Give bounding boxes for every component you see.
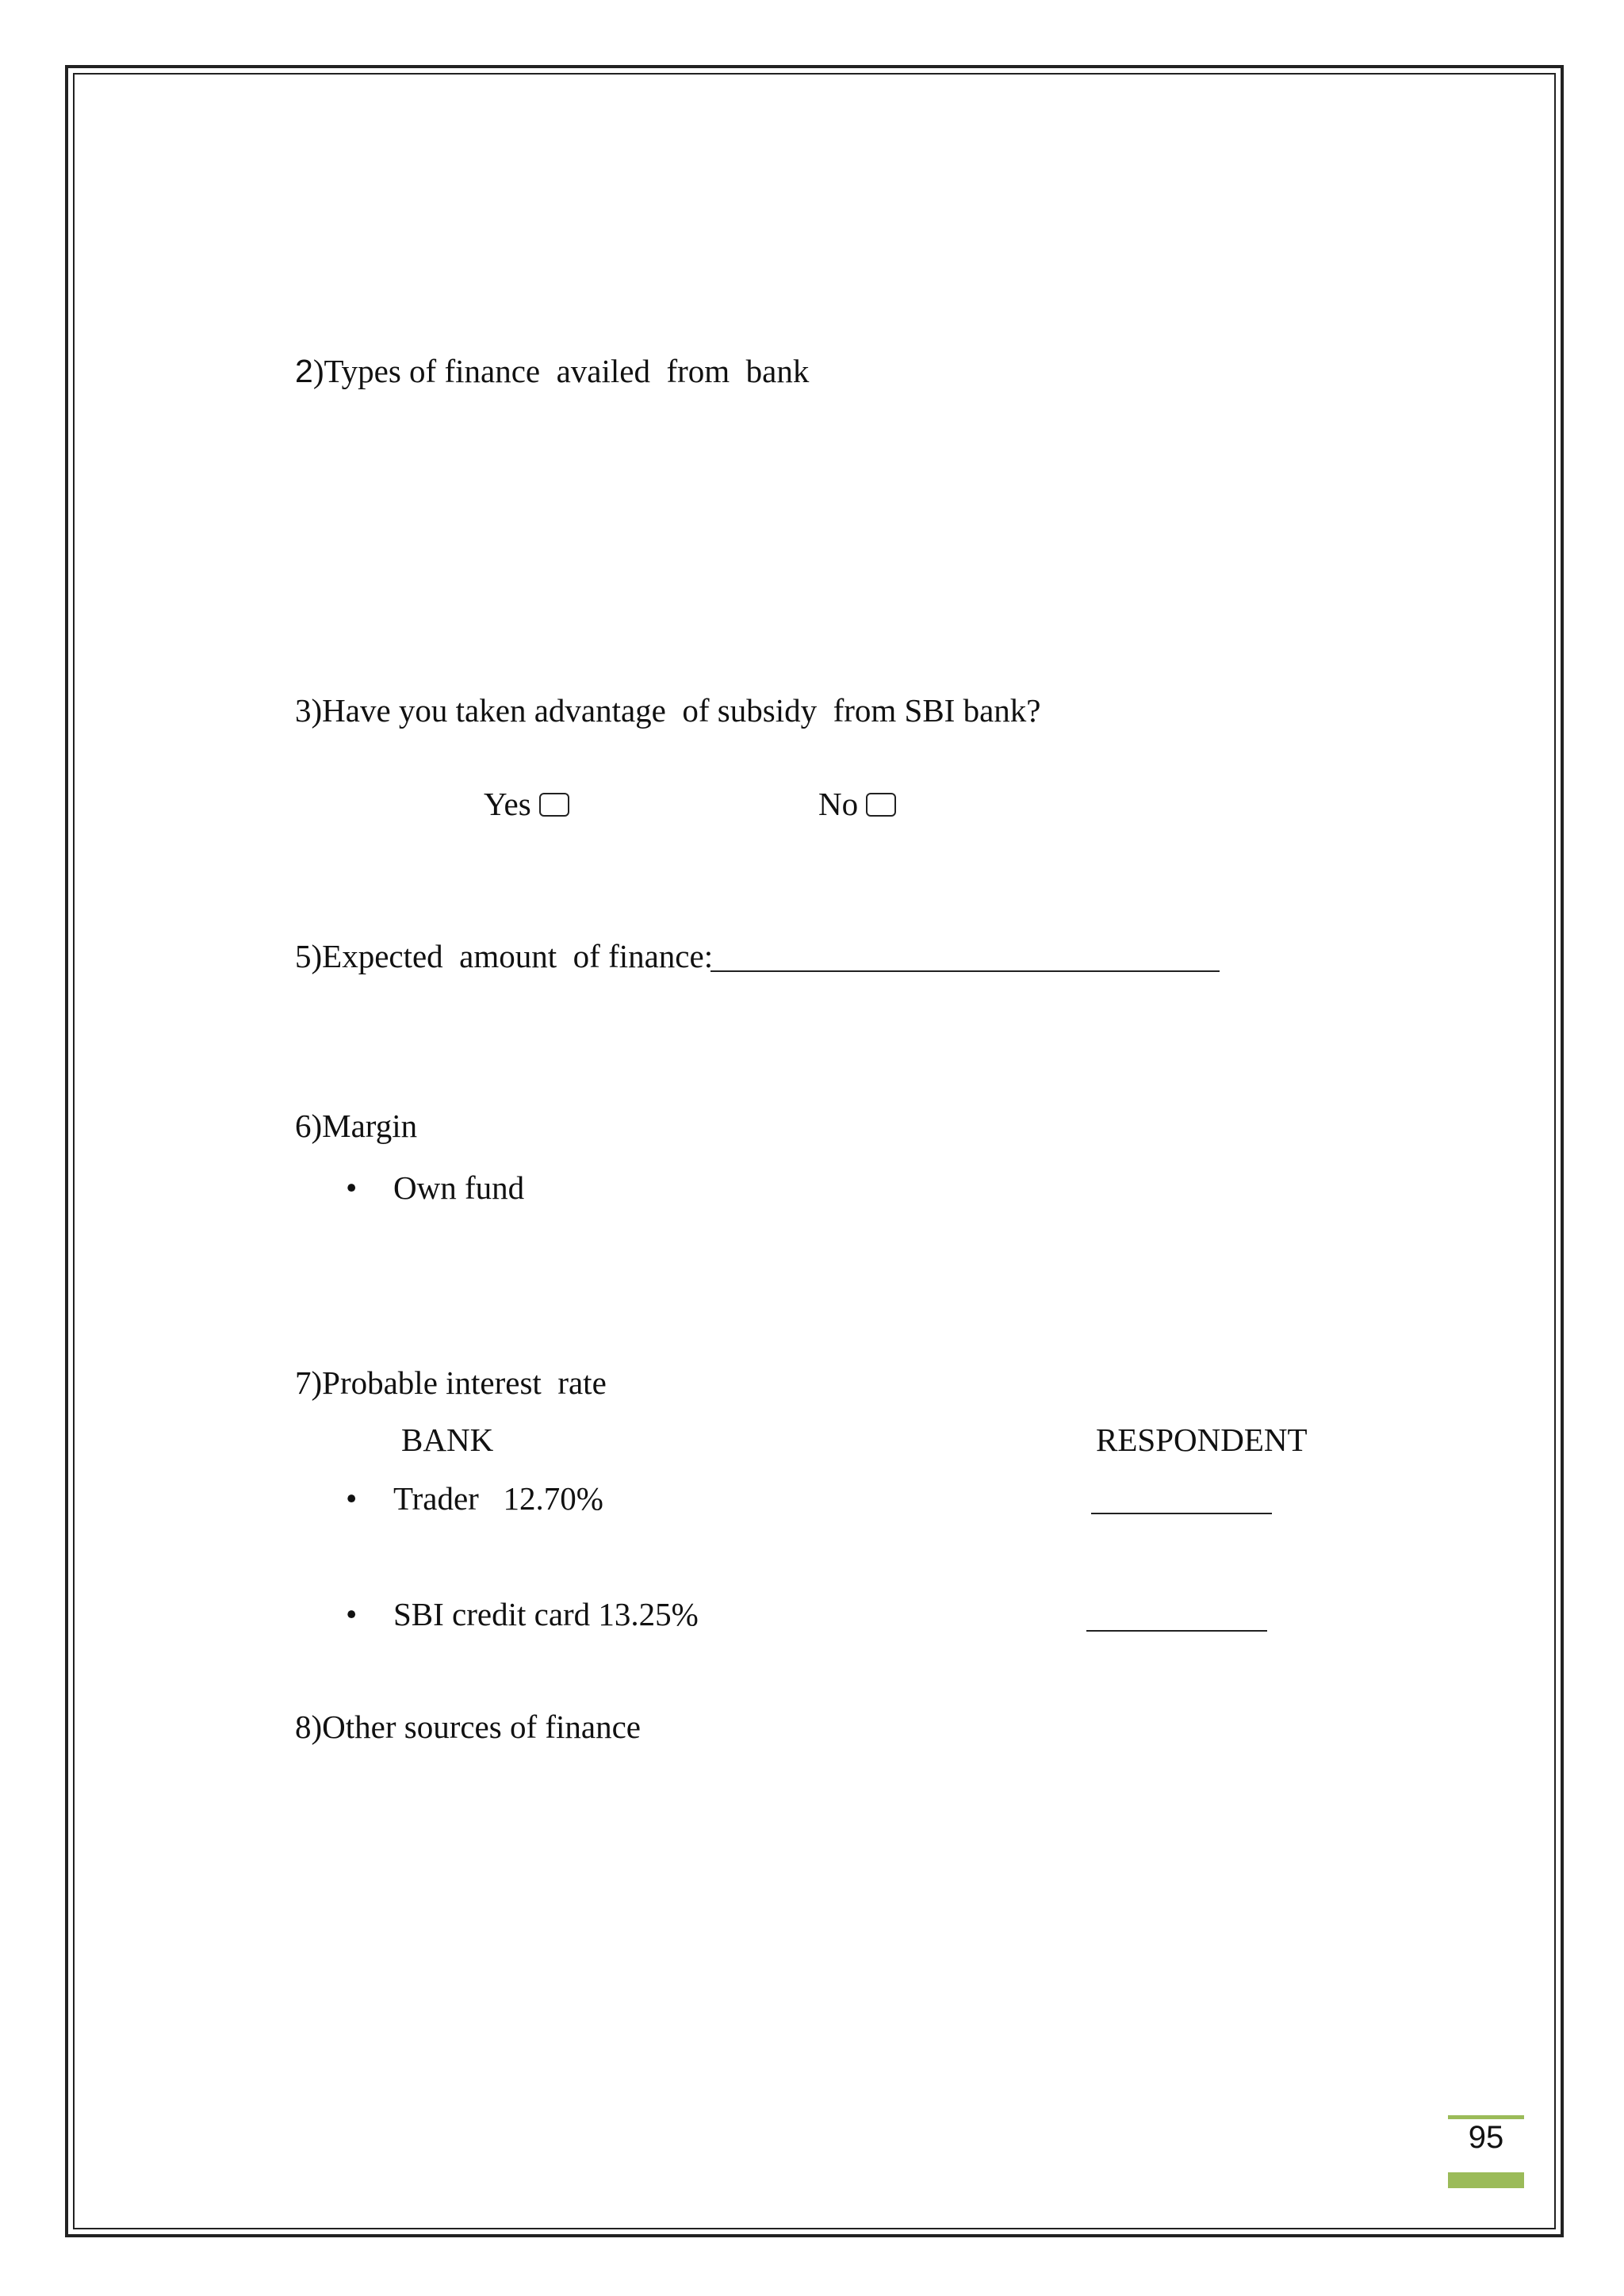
option-yes[interactable] (484, 788, 569, 821)
option-no[interactable] (818, 788, 896, 821)
yes-checkbox[interactable] (539, 793, 569, 817)
question-8: 8)Other sources of finance (295, 1709, 642, 1745)
rate-item-trader: Trader 12.70% (393, 1480, 603, 1517)
bullet-icon: • (346, 1169, 358, 1206)
bullet-icon: • (346, 1596, 358, 1632)
option-yes-label: Yes (484, 786, 531, 822)
respondent-trader-blank[interactable] (1091, 1513, 1272, 1514)
rate-item-sbi-credit-card: SBI credit card 13.25% (393, 1596, 699, 1632)
option-no-label: No (818, 786, 859, 822)
margin-item-own-fund: Own fund (393, 1169, 525, 1206)
no-checkbox[interactable] (866, 793, 896, 817)
expected-amount-blank[interactable] (710, 970, 1220, 972)
question-6: 6)Margin (295, 1108, 418, 1144)
page-number-bar-top (1448, 2115, 1524, 2119)
bullet-icon: • (346, 1480, 358, 1517)
question-7: 7)Probable interest rate (295, 1364, 607, 1401)
respondent-credit-card-blank[interactable] (1086, 1630, 1267, 1632)
page-number-bar-bottom (1448, 2172, 1524, 2188)
page-border-inner (73, 73, 1556, 2229)
question-2-number: 2 (295, 353, 313, 389)
column-header-respondent: RESPONDENT (1096, 1422, 1308, 1458)
question-3: 3)Have you taken advantage of subsidy from SBI bank? (295, 692, 1041, 729)
question-2-text: )Types of finance availed from bank (312, 353, 810, 389)
question-5: 5)Expected amount of finance: (295, 938, 714, 974)
question-2 (295, 355, 809, 388)
page-number: 95 (1468, 2120, 1504, 2155)
column-header-bank: BANK (401, 1422, 494, 1458)
